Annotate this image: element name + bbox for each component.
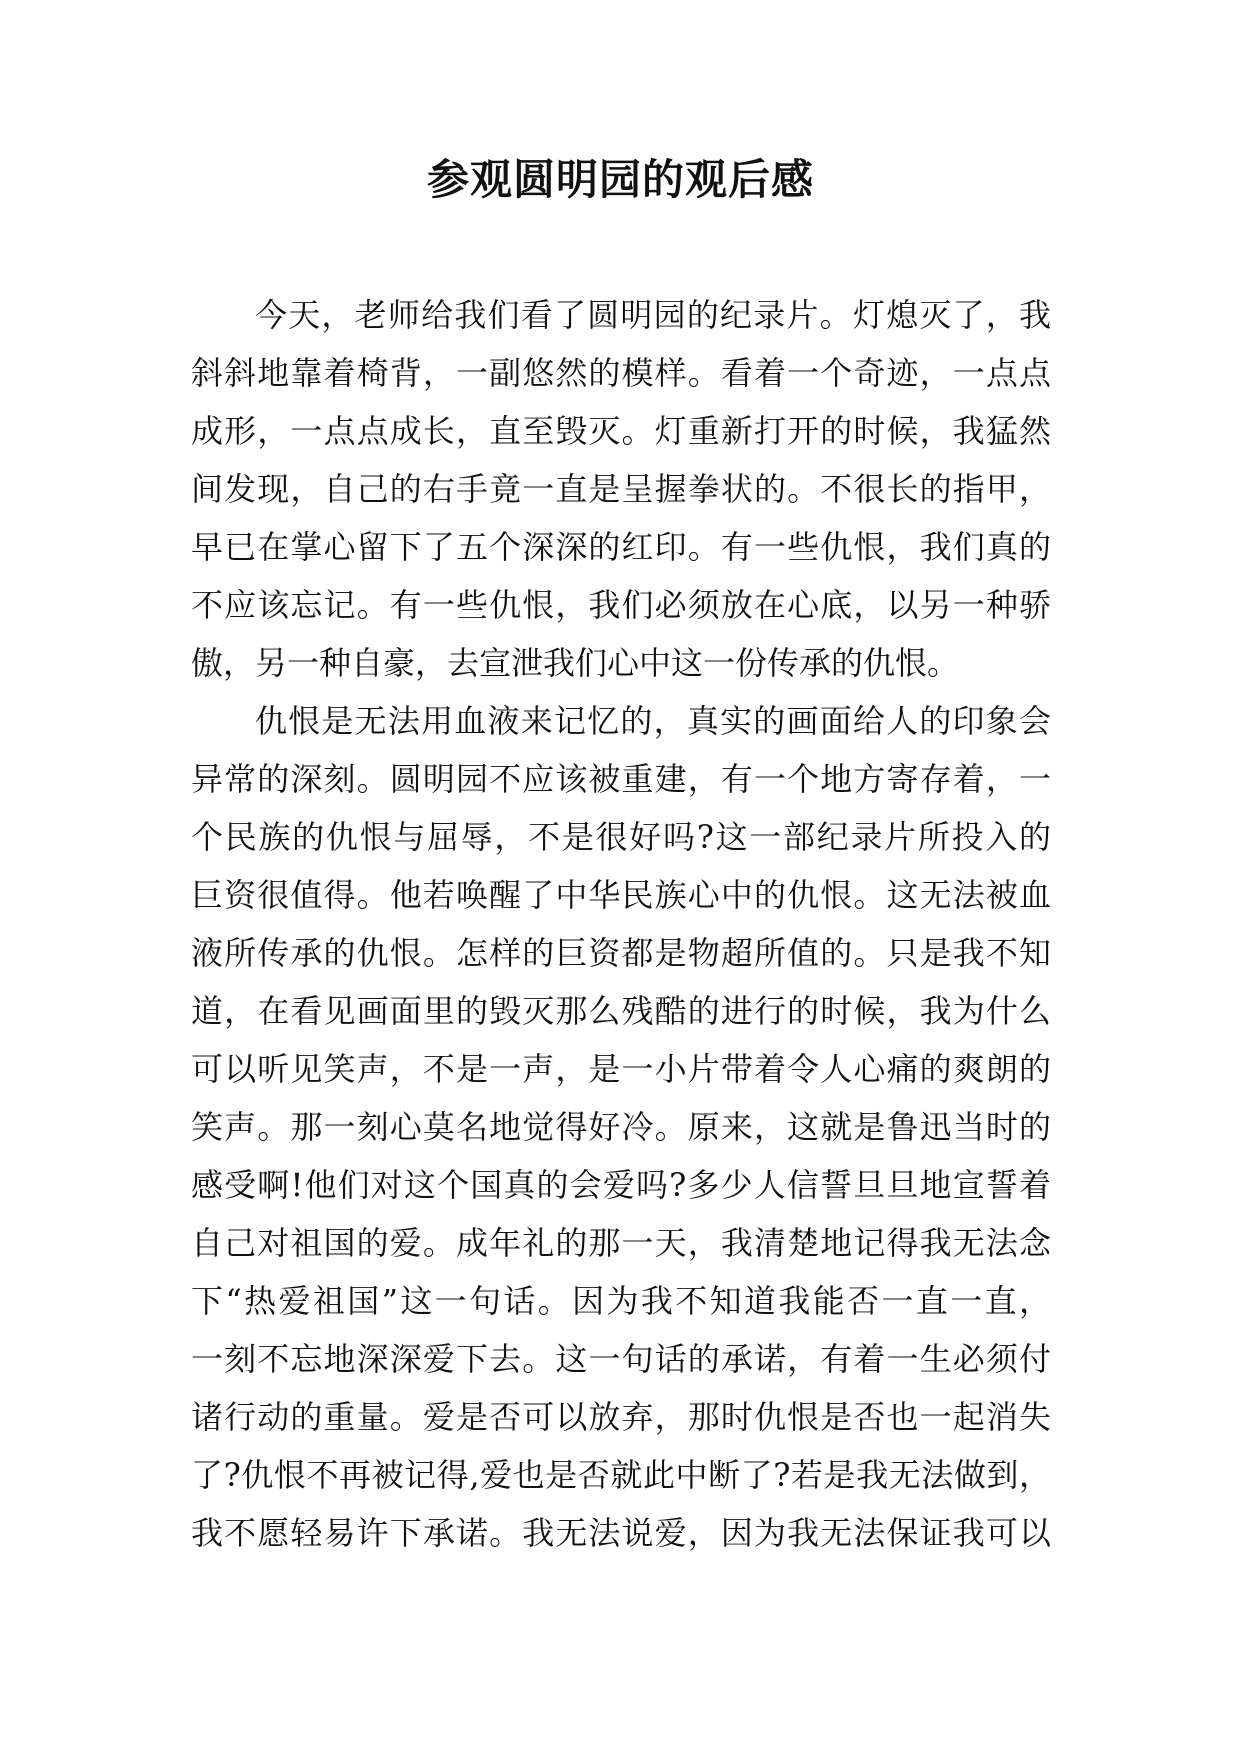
paragraph-1-line-7: 傲，另一种自豪，去宣泄我们心中这一份传承的仇恨。 (191, 644, 960, 682)
paragraph-2-line-6: 道，在看见画面里的毁灭那么残酷的进行的时候，我为什么 (191, 992, 1051, 1030)
paragraph-1-line-3: 成形，一点点成长，直至毁灭。灯重新打开的时候，我猛然 (191, 412, 1051, 450)
paragraph-2-line-9: 感受啊!他们对这个国真的会爱吗?多少人信誓旦旦地宣誓着 (191, 1166, 1051, 1204)
paragraph-2-line-1: 仇恨是无法用血液来记忆的，真实的画面给人的印象会 (255, 702, 1051, 740)
paragraph-1-line-6: 不应该忘记。有一些仇恨，我们必须放在心底，以另一种骄 (191, 586, 1051, 624)
paragraph-2-line-14: 了?仇恨不再被记得,爱也是否就此中断了?若是我无法做到， (191, 1456, 1051, 1494)
paragraph-1-line-2: 斜斜地靠着椅背，一副悠然的模样。看着一个奇迹，一点点 (191, 354, 1051, 392)
document-body (191, 286, 1051, 1562)
paragraph-1-line-4: 间发现，自己的右手竟一直是呈握拳状的。不很长的指甲， (191, 470, 1051, 508)
paragraph-2-line-7: 可以听见笑声，不是一声，是一小片带着令人心痛的爽朗的 (191, 1050, 1051, 1088)
paragraph-2-line-13: 诸行动的重量。爱是否可以放弃，那时仇恨是否也一起消失 (191, 1398, 1051, 1436)
document-title: 参观圆明园的观后感 (426, 155, 814, 204)
paragraph-2-line-8: 笑声。那一刻心莫名地觉得好冷。原来，这就是鲁迅当时的 (191, 1108, 1051, 1146)
paragraph-2-line-15: 我不愿轻易许下承诺。我无法说爱，因为我无法保证我可以 (191, 1514, 1051, 1552)
paragraph-2-line-2: 异常的深刻。圆明园不应该被重建，有一个地方寄存着，一 (191, 760, 1051, 798)
paragraph-1-line-1: 今天，老师给我们看了圆明园的纪录片。灯熄灭了，我 (255, 296, 1051, 334)
paragraph-2-line-4: 巨资很值得。他若唤醒了中华民族心中的仇恨。这无法被血 (191, 876, 1051, 914)
paragraph-2-line-5: 液所传承的仇恨。怎样的巨资都是物超所值的。只是我不知 (191, 934, 1051, 972)
paragraph-2-line-11: 下“热爱祖国”这一句话。因为我不知道我能否一直一直， (191, 1282, 1051, 1320)
paragraph-2-line-12: 一刻不忘地深深爱下去。这一句话的承诺，有着一生必须付 (191, 1340, 1051, 1378)
paragraph-1-line-5: 早已在掌心留下了五个深深的红印。有一些仇恨，我们真的 (191, 528, 1051, 566)
paragraph-2-line-3: 个民族的仇恨与屈辱，不是很好吗?这一部纪录片所投入的 (191, 818, 1051, 856)
paragraph-2-line-10: 自己对祖国的爱。成年礼的那一天，我清楚地记得我无法念 (191, 1224, 1051, 1262)
